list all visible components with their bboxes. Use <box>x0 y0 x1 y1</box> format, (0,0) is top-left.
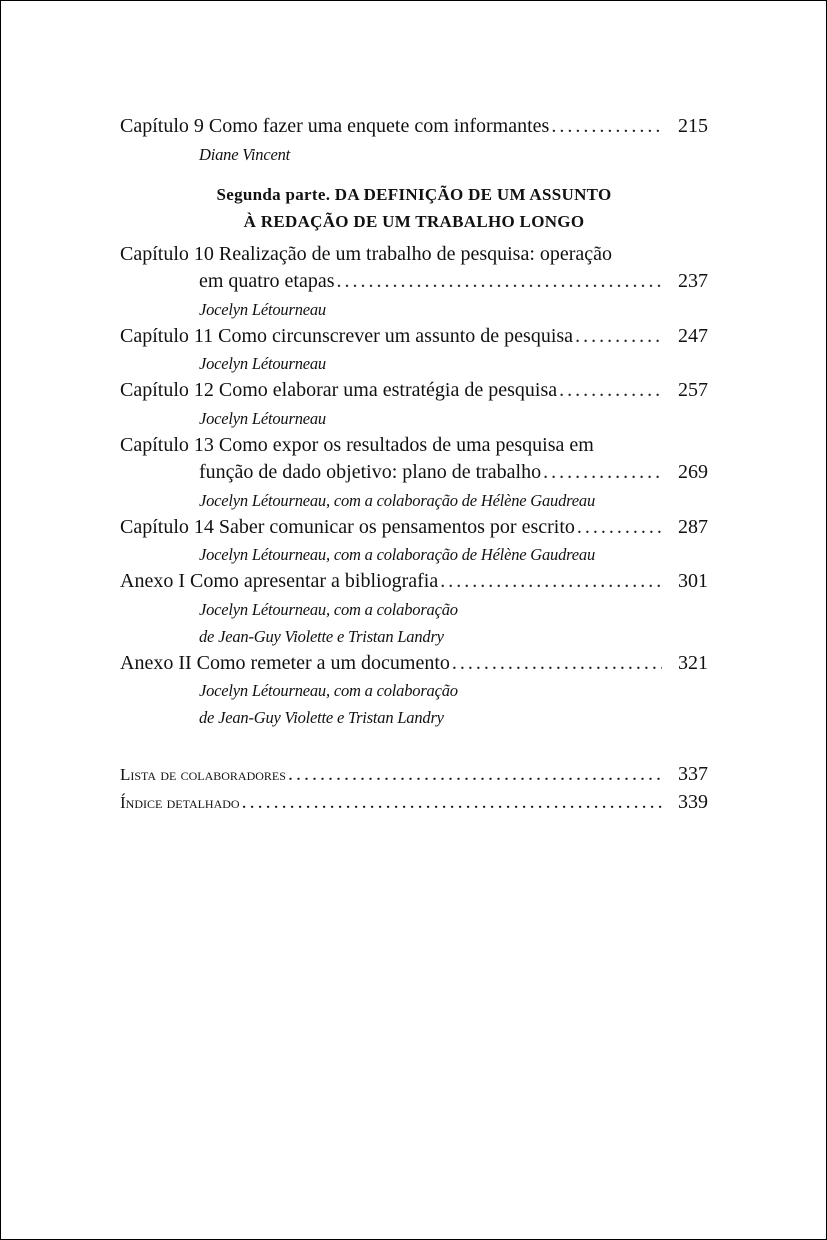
toc-entry-chapter-10 <box>120 268 708 296</box>
toc-entry-author: Jocelyn Létourneau, com a colaboração <box>199 599 458 619</box>
toc-entry-title: Anexo I Como apresentar a bibliografia <box>120 570 439 592</box>
toc-page-number: 337 <box>678 763 708 785</box>
toc-page-number: 321 <box>678 651 708 674</box>
toc-page-number: 247 <box>678 324 708 347</box>
part-heading-line: Segunda parte. DA DEFINIÇÃO DE UM ASSUNTO <box>216 184 612 204</box>
toc-entry-title: Capítulo 11 Como circunscrever um assunto de pesquisa <box>120 324 574 347</box>
toc-entry-title: Anexo II Como remeter a um documento <box>120 651 450 674</box>
toc-entry-title: Capítulo 14 Saber comunicar os pensamentos por escrito <box>120 515 575 538</box>
toc-entry-chapter-13 <box>120 459 708 487</box>
part-heading-line: À REDAÇÃO DE UM TRABALHO LONGO <box>243 211 585 231</box>
toc-page-number: 269 <box>678 461 708 483</box>
dot-leader <box>559 377 662 405</box>
toc-entry-author: Diane Vincent <box>199 144 291 164</box>
dot-leader <box>551 113 662 141</box>
dot-leader <box>288 761 662 789</box>
toc-entry-annex-2 <box>120 650 708 678</box>
toc-entry-chapter-11 <box>120 323 708 351</box>
dot-leader <box>452 650 662 678</box>
toc-entry-contributors <box>120 761 708 789</box>
toc-entry-author: Jocelyn Létourneau <box>199 299 326 319</box>
spacer <box>120 731 708 761</box>
toc-page-number: 257 <box>678 379 708 401</box>
part-heading <box>120 181 708 235</box>
table-of-contents <box>120 113 708 816</box>
toc-entry-title: Capítulo 10 Realização de um trabalho de pesquisa: operação <box>120 242 613 265</box>
toc-entry-author: Jocelyn Létourneau, com a colaboração <box>199 681 458 700</box>
toc-entry-chapter-9 <box>120 113 708 141</box>
toc-entry-chapter-14 <box>120 514 708 542</box>
dot-leader <box>575 323 662 351</box>
toc-page-number: 301 <box>678 570 708 592</box>
toc-entry-author: Jocelyn Létourneau, com a colaboração de Hélène Gaudreau <box>199 545 595 564</box>
toc-entry-title: Lista de colaboradores <box>120 765 286 784</box>
toc-entry-author: de Jean-Guy Violette e Tristan Landry <box>199 708 444 727</box>
toc-entry-author: de Jean-Guy Violette e Tristan Landry <box>199 626 444 646</box>
toc-page-number: 237 <box>678 270 708 292</box>
toc-entry-title: Capítulo 13 Como expor os resultados de uma pesquisa em <box>120 433 594 456</box>
toc-entry-chapter-12 <box>120 377 708 405</box>
toc-page-number: 287 <box>678 515 708 538</box>
toc-entry-index <box>120 789 708 817</box>
dot-leader <box>337 268 663 296</box>
toc-entry-title-continued: função de dado objetivo: plano de trabalho <box>199 461 542 483</box>
toc-entry-annex-1 <box>120 568 708 596</box>
toc-entry-title: Índice detalhado <box>120 792 240 812</box>
toc-entry-title-continued: em quatro etapas <box>199 270 335 292</box>
toc-entry-title: Capítulo 9 Como fazer uma enquete com informantes <box>120 115 550 137</box>
dot-leader <box>440 568 662 596</box>
dot-leader <box>543 459 662 487</box>
toc-page-number: 215 <box>678 115 708 137</box>
dot-leader <box>242 789 662 817</box>
toc-entry-author: Jocelyn Létourneau <box>199 408 326 428</box>
dot-leader <box>577 514 662 542</box>
toc-page-number: 339 <box>678 790 708 813</box>
toc-entry-author: Jocelyn Létourneau <box>199 354 326 373</box>
toc-entry-author: Jocelyn Létourneau, com a colaboração de Hélène Gaudreau <box>199 490 595 510</box>
toc-entry-title: Capítulo 12 Como elaborar uma estratégia de pesquisa <box>120 379 558 401</box>
